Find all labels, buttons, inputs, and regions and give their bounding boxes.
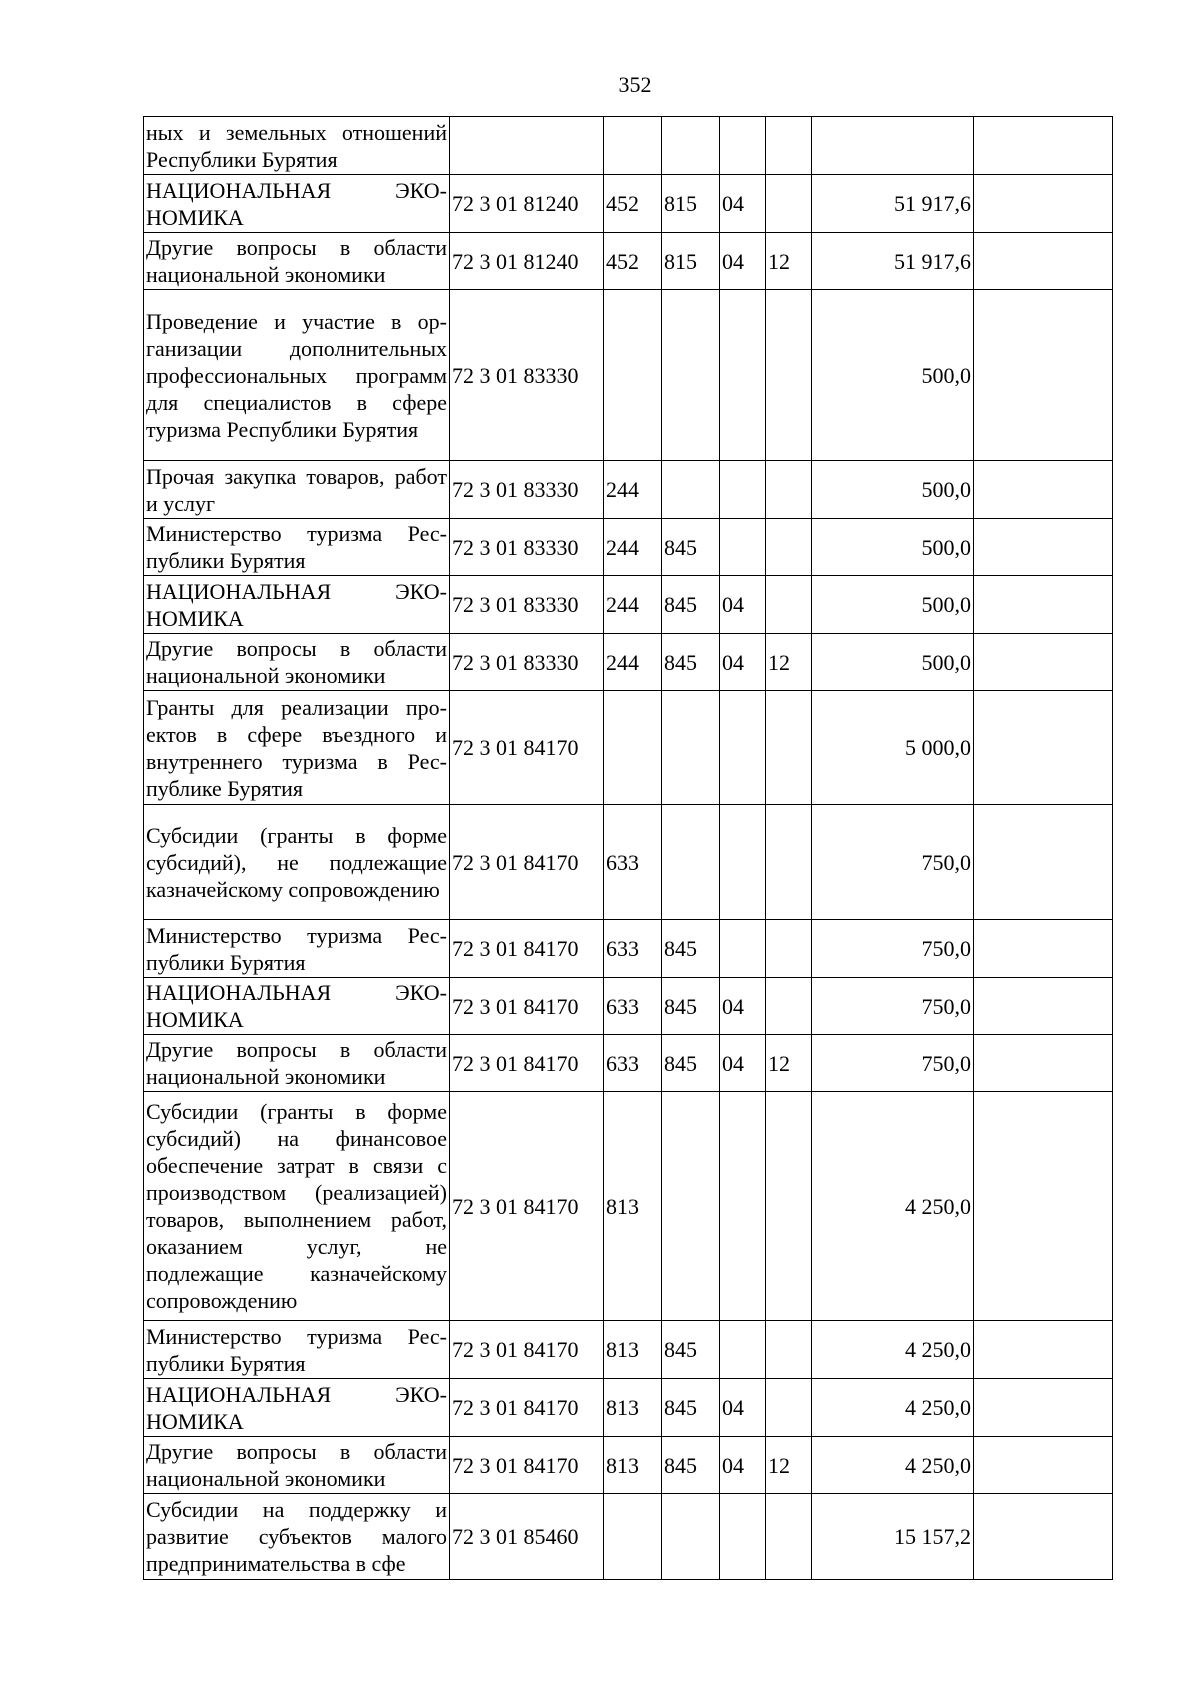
row-vr-cell: 244: [604, 519, 662, 576]
row-sum-cell: 500,0: [812, 576, 974, 634]
row-name-cell: Субсидии (гранты в форме субсидий), не подлежащие казначейскому сопровождению: [144, 805, 450, 920]
row-pr-cell: [766, 576, 812, 634]
row-vr-cell: 813: [604, 1437, 662, 1494]
table-row: [144, 1321, 1113, 1379]
row-rz-cell: 04: [720, 1035, 766, 1092]
row-pr-cell: 12: [766, 233, 812, 290]
row-name-cell: НАЦИОНАЛЬНАЯ ЭКОНОМИКА: [144, 1379, 450, 1437]
row-code-cell: 72 3 01 85460: [450, 1494, 604, 1580]
row-rz-cell: [720, 117, 766, 175]
row-extra-cell: [974, 519, 1113, 576]
table-row: [144, 519, 1113, 576]
row-vr-cell: [604, 691, 662, 805]
row-pr-cell: [766, 1321, 812, 1379]
row-code-cell: 72 3 01 84170: [450, 1379, 604, 1437]
row-code-cell: 72 3 01 83330: [450, 461, 604, 519]
row-code-cell: [450, 117, 604, 175]
row-vr-cell: [604, 117, 662, 175]
row-sum-cell: 4 250,0: [812, 1379, 974, 1437]
row-ved-cell: [662, 290, 720, 461]
row-ved-cell: 845: [662, 634, 720, 691]
row-vr-cell: 244: [604, 461, 662, 519]
row-sum-cell: 750,0: [812, 805, 974, 920]
row-pr-cell: [766, 461, 812, 519]
row-name-cell: Другие вопросы в области национальной экономики: [144, 634, 450, 691]
row-sum-cell: 500,0: [812, 634, 974, 691]
row-ved-cell: 845: [662, 1379, 720, 1437]
row-extra-cell: [974, 175, 1113, 233]
page-number: 352: [618, 72, 652, 97]
row-vr-cell: 452: [604, 175, 662, 233]
row-name-cell: Другие вопросы в области национальной экономики: [144, 233, 450, 290]
table-row: [144, 1092, 1113, 1321]
table-row: [144, 978, 1113, 1035]
row-ved-cell: 845: [662, 519, 720, 576]
row-rz-cell: [720, 920, 766, 978]
row-code-cell: 72 3 01 83330: [450, 519, 604, 576]
row-name-cell: ных и земельных отношений Республики Бурятия: [144, 117, 450, 175]
row-code-cell: 72 3 01 84170: [450, 1437, 604, 1494]
row-pr-cell: [766, 805, 812, 920]
row-code-cell: 72 3 01 84170: [450, 1092, 604, 1321]
row-code-cell: 72 3 01 84170: [450, 691, 604, 805]
row-pr-cell: [766, 175, 812, 233]
row-code-cell: 72 3 01 83330: [450, 634, 604, 691]
row-ved-cell: 815: [662, 233, 720, 290]
row-extra-cell: [974, 1035, 1113, 1092]
row-sum-cell: [812, 117, 974, 175]
row-sum-cell: 5 000,0: [812, 691, 974, 805]
row-pr-cell: [766, 519, 812, 576]
row-rz-cell: [720, 290, 766, 461]
row-extra-cell: [974, 290, 1113, 461]
row-rz-cell: [720, 1092, 766, 1321]
row-vr-cell: [604, 290, 662, 461]
row-pr-cell: [766, 1092, 812, 1321]
row-pr-cell: 12: [766, 1437, 812, 1494]
row-vr-cell: 244: [604, 634, 662, 691]
row-name-cell: Министерство туризма Республики Бурятия: [144, 519, 450, 576]
table-row: [144, 805, 1113, 920]
row-vr-cell: 244: [604, 576, 662, 634]
row-pr-cell: [766, 290, 812, 461]
row-rz-cell: [720, 1494, 766, 1580]
row-ved-cell: [662, 805, 720, 920]
row-code-cell: 72 3 01 81240: [450, 175, 604, 233]
row-vr-cell: 633: [604, 978, 662, 1035]
row-sum-cell: 750,0: [812, 978, 974, 1035]
table-row: [144, 1494, 1113, 1580]
budget-table: [143, 116, 1113, 1580]
row-extra-cell: [974, 461, 1113, 519]
table-row: [144, 691, 1113, 805]
row-rz-cell: 04: [720, 576, 766, 634]
row-sum-cell: 4 250,0: [812, 1437, 974, 1494]
row-extra-cell: [974, 634, 1113, 691]
row-code-cell: 72 3 01 84170: [450, 1035, 604, 1092]
row-rz-cell: 04: [720, 1379, 766, 1437]
row-name-cell: Прочая закупка товаров, работ и услуг: [144, 461, 450, 519]
row-vr-cell: 813: [604, 1379, 662, 1437]
row-pr-cell: 12: [766, 1035, 812, 1092]
table-row: [144, 175, 1113, 233]
row-ved-cell: [662, 1494, 720, 1580]
table-row: [144, 1035, 1113, 1092]
row-vr-cell: 633: [604, 920, 662, 978]
row-rz-cell: [720, 691, 766, 805]
row-code-cell: 72 3 01 84170: [450, 920, 604, 978]
row-extra-cell: [974, 805, 1113, 920]
row-vr-cell: [604, 1494, 662, 1580]
row-code-cell: 72 3 01 83330: [450, 576, 604, 634]
row-name-cell: Другие вопросы в области национальной экономики: [144, 1437, 450, 1494]
row-name-cell: Другие вопросы в области национальной экономики: [144, 1035, 450, 1092]
table-row: [144, 290, 1113, 461]
row-sum-cell: 51 917,6: [812, 233, 974, 290]
table-row: [144, 920, 1113, 978]
row-ved-cell: [662, 461, 720, 519]
row-extra-cell: [974, 117, 1113, 175]
row-ved-cell: [662, 1092, 720, 1321]
row-code-cell: 72 3 01 84170: [450, 1321, 604, 1379]
row-rz-cell: 04: [720, 978, 766, 1035]
row-rz-cell: [720, 805, 766, 920]
row-name-cell: Проведение и участие в организации дополнительных профессиональных программ для специалистов в сфере туризма Республики Бурятия: [144, 290, 450, 461]
row-rz-cell: 04: [720, 1437, 766, 1494]
row-sum-cell: 4 250,0: [812, 1092, 974, 1321]
table-row: [144, 117, 1113, 175]
row-name-cell: Министерство туризма Республики Бурятия: [144, 1321, 450, 1379]
row-extra-cell: [974, 1379, 1113, 1437]
row-rz-cell: 04: [720, 175, 766, 233]
row-pr-cell: [766, 117, 812, 175]
row-code-cell: 72 3 01 83330: [450, 290, 604, 461]
table-body: [144, 117, 1113, 1580]
row-extra-cell: [974, 1494, 1113, 1580]
row-extra-cell: [974, 978, 1113, 1035]
row-sum-cell: 750,0: [812, 920, 974, 978]
row-ved-cell: 845: [662, 1321, 720, 1379]
row-ved-cell: 845: [662, 920, 720, 978]
row-vr-cell: 633: [604, 805, 662, 920]
row-code-cell: 72 3 01 84170: [450, 805, 604, 920]
row-rz-cell: [720, 1321, 766, 1379]
row-ved-cell: [662, 117, 720, 175]
table-row: [144, 1437, 1113, 1494]
row-vr-cell: 813: [604, 1092, 662, 1321]
row-name-cell: Гранты для реализации проектов в сфере въездного и внутреннего туризма в Республике Бурятия: [144, 691, 450, 805]
row-ved-cell: 845: [662, 978, 720, 1035]
table-row: [144, 634, 1113, 691]
row-extra-cell: [974, 691, 1113, 805]
row-vr-cell: 813: [604, 1321, 662, 1379]
row-rz-cell: 04: [720, 233, 766, 290]
row-name-cell: НАЦИОНАЛЬНАЯ ЭКОНОМИКА: [144, 175, 450, 233]
row-code-cell: 72 3 01 81240: [450, 233, 604, 290]
row-extra-cell: [974, 1092, 1113, 1321]
row-ved-cell: 845: [662, 1035, 720, 1092]
table-row: [144, 233, 1113, 290]
row-pr-cell: [766, 1494, 812, 1580]
row-ved-cell: 845: [662, 576, 720, 634]
row-pr-cell: [766, 1379, 812, 1437]
table-row: [144, 576, 1113, 634]
row-pr-cell: [766, 691, 812, 805]
row-name-cell: НАЦИОНАЛЬНАЯ ЭКОНОМИКА: [144, 978, 450, 1035]
row-sum-cell: 4 250,0: [812, 1321, 974, 1379]
row-sum-cell: 750,0: [812, 1035, 974, 1092]
row-name-cell: Министерство туризма Республики Бурятия: [144, 920, 450, 978]
row-ved-cell: [662, 691, 720, 805]
row-rz-cell: [720, 461, 766, 519]
row-name-cell: НАЦИОНАЛЬНАЯ ЭКОНОМИКА: [144, 576, 450, 634]
row-pr-cell: [766, 920, 812, 978]
table-row: [144, 461, 1113, 519]
row-pr-cell: 12: [766, 634, 812, 691]
row-sum-cell: 500,0: [812, 461, 974, 519]
row-sum-cell: 500,0: [812, 290, 974, 461]
row-sum-cell: 51 917,6: [812, 175, 974, 233]
row-extra-cell: [974, 1321, 1113, 1379]
row-code-cell: 72 3 01 84170: [450, 978, 604, 1035]
row-name-cell: Субсидии на поддержку и развитие субъектов малого предпринимательства в сфе: [144, 1494, 450, 1580]
row-name-cell: Субсидии (гранты в форме субсидий) на финансовое обеспечение затрат в связи с производством (реализацией) товаров, выполнением работ, оказанием услуг, не подлежащие казначейскому сопровождению: [144, 1092, 450, 1321]
row-vr-cell: 633: [604, 1035, 662, 1092]
row-vr-cell: 452: [604, 233, 662, 290]
row-rz-cell: [720, 519, 766, 576]
row-ved-cell: 815: [662, 175, 720, 233]
table-row: [144, 1379, 1113, 1437]
row-rz-cell: 04: [720, 634, 766, 691]
row-extra-cell: [974, 920, 1113, 978]
row-pr-cell: [766, 978, 812, 1035]
row-extra-cell: [974, 1437, 1113, 1494]
row-sum-cell: 500,0: [812, 519, 974, 576]
row-extra-cell: [974, 576, 1113, 634]
row-ved-cell: 845: [662, 1437, 720, 1494]
row-sum-cell: 15 157,2: [812, 1494, 974, 1580]
row-extra-cell: [974, 233, 1113, 290]
